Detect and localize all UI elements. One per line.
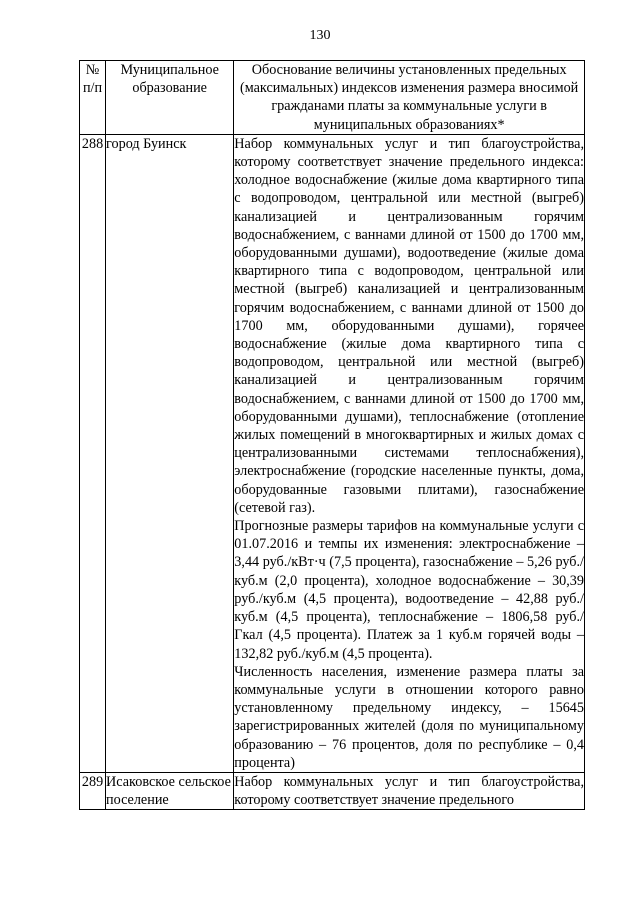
justification-paragraph: Прогнозные размеры тарифов на коммунальные услуги с 01.07.2016 и темпы их изменения: электроснабжение – 3,44 руб./кВт·ч (7,5 процента), газоснабжение – 5,26 руб./куб.м (2,0 процента), холодное водоснабжение – 30,39 руб./куб.м (4,5 процента), водоотведение – 42,88 руб./куб.м (4,5 процента), теплоснабжение – 1806,58 руб./Гкал (4,5 процента). Платеж за 1 куб.м горячей воды – 132,82 руб./куб.м (4,5 процента). bbox=[234, 518, 584, 662]
row-num: 288 bbox=[80, 134, 106, 772]
page-number: 130 bbox=[309, 28, 331, 43]
justification-paragraph: Набор коммунальных услуг и тип благоустройства, которому соответствует значение предельного индекса: холодное водоснабжение (жилые дома квартирного типа с водопроводом, центральной или местной (выгреб) канализацией и централизованным горячим водоснабжением, с ваннами длиной от 1500 до 1700 мм, оборудованными душами), водоотведение (жилые дома квартирного типа с водопроводом, центральной или местной (выгреб) канализацией и централизованным горячим водоснабжением, с ваннами длиной от 1500 до 1700 мм, оборудованными душами), горячее водоснабжение (жилые дома квартирного типа с водопроводом, центральной или местной (выгреб) канализацией и централизованным горячим водоснабжением, с ваннами длиной от 1500 до 1700 мм, оборудованными душами), теплоснабжение (отопление жилых помещений в многоквартирных и жилых домах с централизованными системами теплоснабжения), электроснабжение (городские населенные пункты, дома, оборудованные газовыми плитами), газоснабжение (сетевой газ). bbox=[234, 135, 584, 516]
tariff-index-table bbox=[79, 60, 585, 810]
row-justification bbox=[234, 772, 585, 809]
row-municipality: Исаковское сельское поселение bbox=[106, 772, 234, 809]
justification-paragraph: Численность населения, изменение размера платы за коммунальные услуги в отношении которого равно установленному предельному индексу, – 15645 зарегистрированных жителей (доля по муниципальному образованию – 76 процентов, доля по республике – 0,4 процента) bbox=[234, 663, 584, 771]
table-header-row bbox=[80, 61, 585, 135]
justification-paragraph: Набор коммунальных услуг и тип благоустройства, которому соответствует значение предельного bbox=[234, 773, 584, 809]
header-num: № п/п bbox=[80, 61, 106, 135]
header-justification: Обоснование величины установленных предельных (максимальных) индексов изменения размера вносимой гражданами платы за коммунальные услуги в муниципальных образованиях* bbox=[234, 61, 585, 135]
row-municipality: город Буинск bbox=[106, 134, 234, 772]
row-justification bbox=[234, 134, 585, 772]
row-num: 289 bbox=[80, 772, 106, 809]
table-row bbox=[80, 134, 585, 772]
table-row bbox=[80, 772, 585, 809]
header-municipality: Муниципальное образование bbox=[106, 61, 234, 135]
